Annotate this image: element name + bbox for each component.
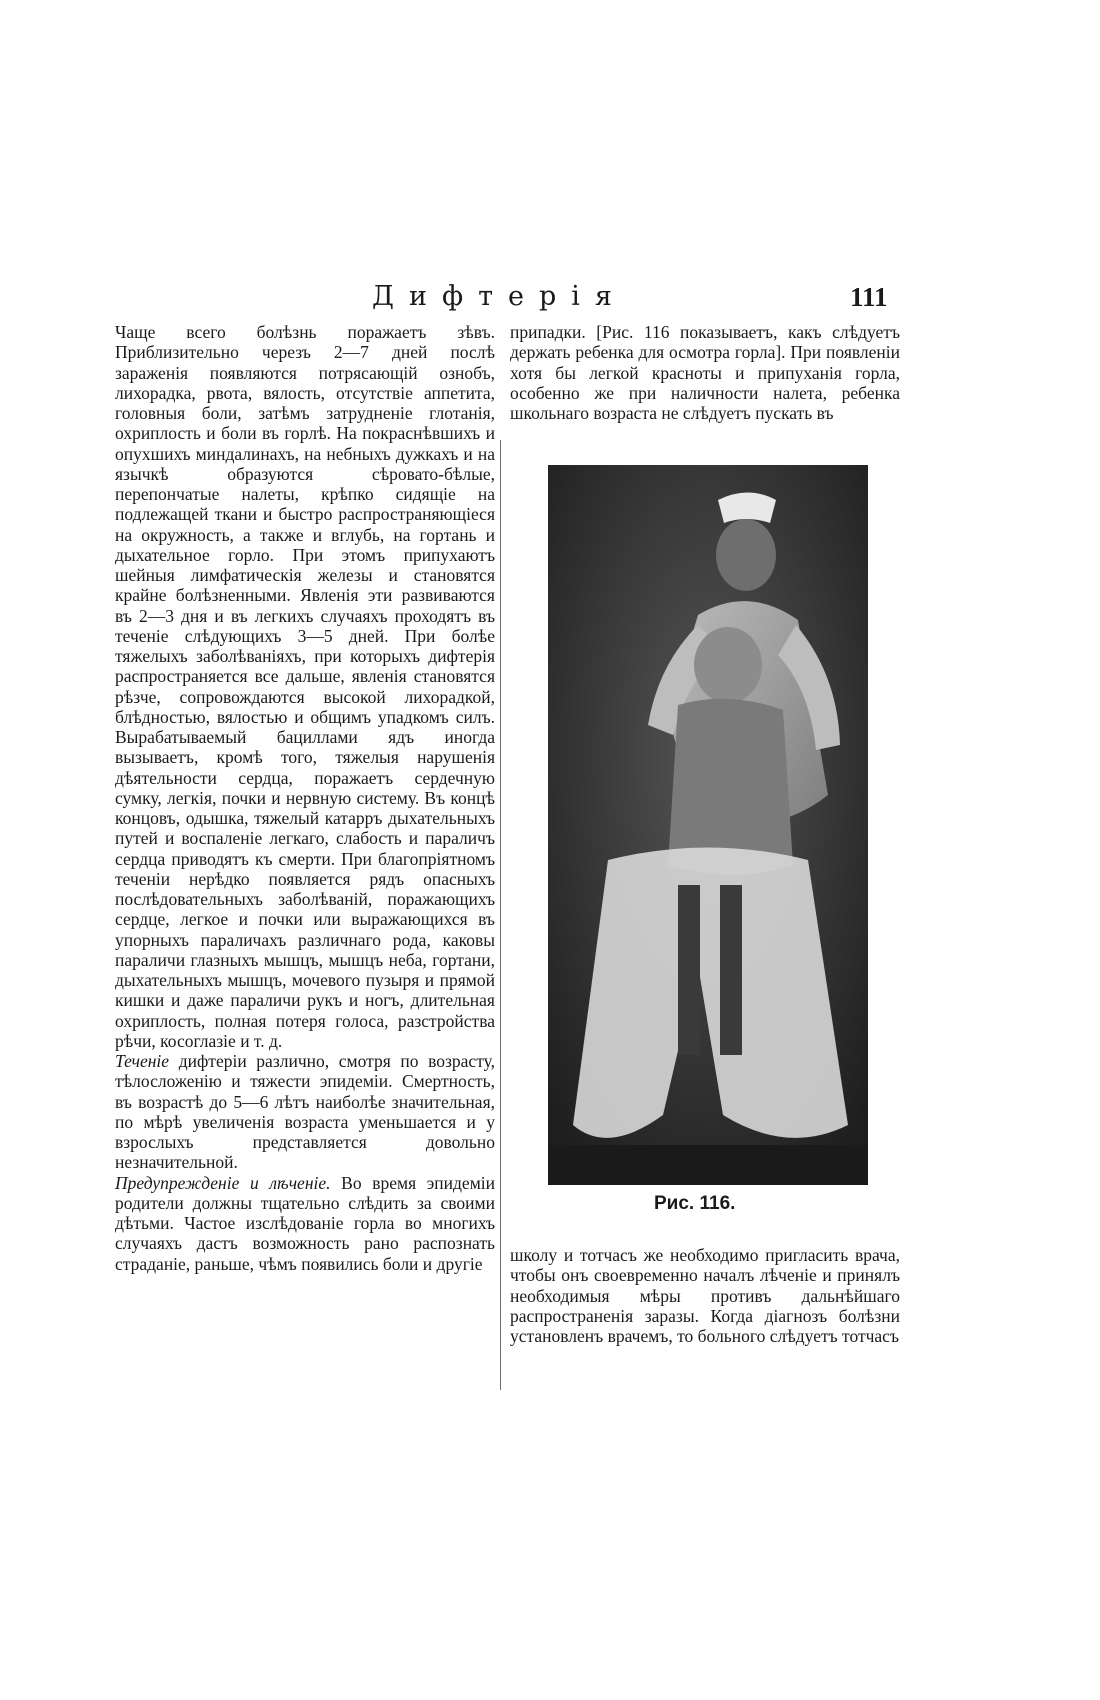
paragraph-right-top: припадки. [Рис. 116 показываетъ, какъ слѣдуетъ держать ребенка для осмотра горла]. При появленіи хотя бы легкой красноты и припуханія горла, особенно же при наличности налета, ребенка школьнаго возраста не слѣдуетъ пускать въ bbox=[510, 322, 900, 423]
paragraph-symptoms: Чаще всего болѣзнь поражаетъ зѣвъ. Приблизительно черезъ 2—7 дней послѣ зараженія появляются потрясающій ознобъ, лихорадка, рвота, вялость, отсутствіе аппетита, головныя боли, затѣмъ затрудненіе глотанія, охриплость и боли въ горлѣ. На покраснѣвшихъ и опухшихъ миндалинахъ, на небныхъ дужкахъ и на язычкѣ образуются сѣровато-бѣлые, перепончатые налеты, крѣпко сидящіе на подлежащей ткани и быстро распространяющіеся на окружность, а также и вглубь, на гортань и дыхательное горло. При этомъ припухаютъ шейныя лимфатическія железы и становятся крайне болѣзненными. Явленія эти развиваются въ 2—3 дня и въ легкихъ случаяхъ проходятъ въ теченіе слѣдующихъ 3—5 дней. При болѣе тяжелыхъ заболѣваніяхъ, при которыхъ дифтерія распространяется все дальше, явленія становятся рѣзче, сопровождаются высокой лихорадкой, блѣдностью, вялостью и общимъ упадкомъ силъ. Вырабатываемый бациллами ядъ иногда вызываетъ, кромѣ того, тяжелыя нарушенія дѣятельности сердца, поражаетъ сердечную сумку, легкія, почки и нервную систему. Въ концѣ концовъ, одышка, тяжелый катарръ дыхательныхъ путей и воспаленіе легкаго, слабость и параличъ сердца приводятъ къ смерти. При благопріятномъ теченіи нерѣдко появляется рядъ опасныхъ послѣдовательныхъ заболѣваній, поражающихъ сердце, легкое и почки или выражающихся въ упорныхъ параличахъ различнаго рода, каковы параличи глазныхъ мышцъ, мышцъ неба, гортани, дыхательныхъ мышцъ, мочевого пузыря и прямой кишки и даже параличи рукъ и ногъ, длительная охриплость, полная потеря голоса, разстройства рѣчи, косоглазіе и т. д. bbox=[115, 322, 495, 1051]
paragraph-prevention bbox=[115, 1173, 495, 1274]
prevention-heading: Предупрежденіе и лѣченіе. bbox=[115, 1172, 331, 1193]
figure-photo bbox=[548, 465, 868, 1185]
course-heading: Теченіе bbox=[115, 1051, 170, 1071]
right-column-top bbox=[510, 322, 900, 423]
paragraph-course bbox=[115, 1051, 495, 1173]
column-divider bbox=[500, 440, 501, 1390]
course-text: дифтеріи различно, смотря по возрасту, тѣлосложенію и тяжести эпидеміи. Смертность, въ возрастѣ до 5—6 лѣтъ наиболѣе значительная, по мѣрѣ увеличенія возраста уменьшается и у взрослыхъ представляется довольно незначительной. bbox=[115, 1051, 495, 1173]
left-column bbox=[115, 322, 495, 1274]
figure-caption: Рис. 116. bbox=[654, 1193, 736, 1214]
figure-photo-illustration bbox=[548, 465, 868, 1185]
prevention-text: Во время эпидеміи родители должны тщательно слѣдить за своими дѣтьми. Частое изслѣдованіе горла во многихъ случаяхъ дастъ возможность рано распознать страданіе, раньше, чѣмъ появились боли и другіе bbox=[115, 1172, 495, 1274]
right-column-bottom bbox=[510, 1245, 900, 1346]
paragraph-right-bottom: школу и тотчасъ же необходимо пригласить врача, чтобы онъ своевременно началъ лѣченіе и принялъ необходимыя мѣры противъ дальнѣйшаго распространенія заразы. Когда діагнозъ болѣзни установленъ врачемъ, то больного слѣдуетъ тотчасъ bbox=[510, 1245, 900, 1346]
page-title: Дифтерія bbox=[372, 281, 627, 312]
page-number: 111 bbox=[850, 282, 888, 312]
